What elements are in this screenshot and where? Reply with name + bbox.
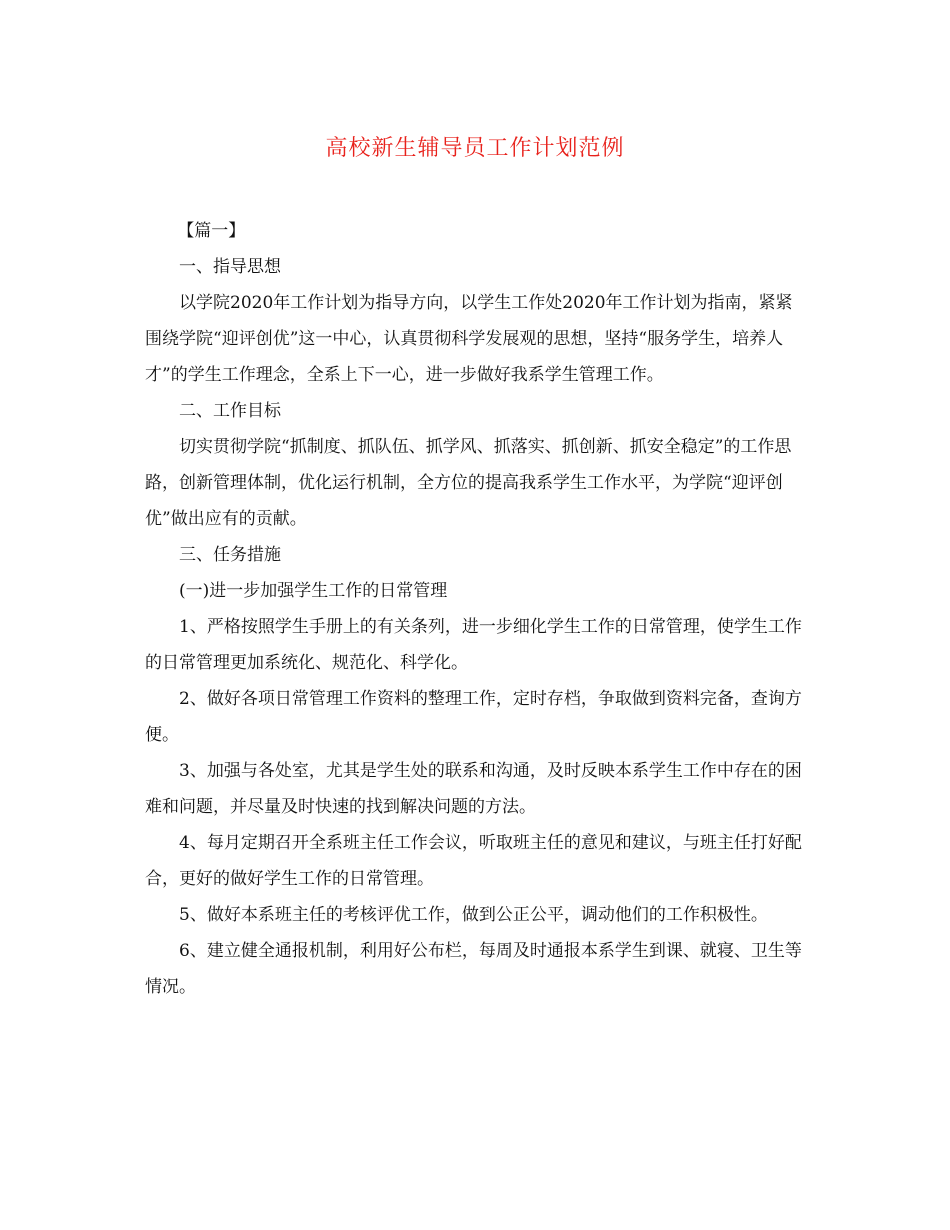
- list-item-3: 3、加强与各处室，尤其是学生处的联系和沟通，及时反映本系学生工作中存在的困难和问题，并尽量及时快速的找到解决问题的方法。: [145, 761, 802, 817]
- document-body: [145, 213, 809, 1005]
- list-item-5: 5、做好本系班主任的考核评优工作，做到公正公平，调动他们的工作积极性。: [179, 905, 768, 925]
- section-part-heading: 【篇一】: [177, 221, 246, 241]
- paragraph-guiding-thought: 以学院2020年工作计划为指导方向，以学生工作处2020年工作计划为指南，紧紧围绕学院“迎评创优”这一中心，认真贯彻科学发展观的思想，坚持“服务学生，培养人才”的学生工作理念，全系上下一心，进一步做好我系学生管理工作。: [145, 293, 793, 385]
- list-item-6: 6、建立健全通报机制，利用好公布栏，每周及时通报本系学生到课、就寝、卫生等情况。: [145, 941, 802, 997]
- subsection-heading-daily-management: (一)进一步加强学生工作的日常管理: [179, 581, 448, 601]
- section-heading-measures: 三、任务措施: [179, 545, 281, 565]
- list-item-2: 2、做好各项日常管理工作资料的整理工作，定时存档，争取做到资料完备，查询方便。: [145, 689, 802, 745]
- list-item-1: 1、严格按照学生手册上的有关条列，进一步细化学生工作的日常管理，使学生工作的日常管理更加系统化、规范化、科学化。: [145, 617, 802, 673]
- list-item-4: 4、每月定期召开全系班主任工作会议，听取班主任的意见和建议，与班主任打好配合，更好的做好学生工作的日常管理。: [145, 833, 802, 889]
- section-heading-work-goals: 二、工作目标: [179, 401, 281, 421]
- section-heading-guiding-thought: 一、指导思想: [179, 257, 281, 277]
- document-title: 高校新生辅导员工作计划范例: [325, 136, 625, 161]
- paragraph-work-goals: 切实贯彻学院“抓制度、抓队伍、抓学风、抓落实、抓创新、抓安全稳定”的工作思路，创新管理体制，优化运行机制，全方位的提高我系学生工作水平，为学院“迎评创优”做出应有的贡献。: [145, 437, 792, 529]
